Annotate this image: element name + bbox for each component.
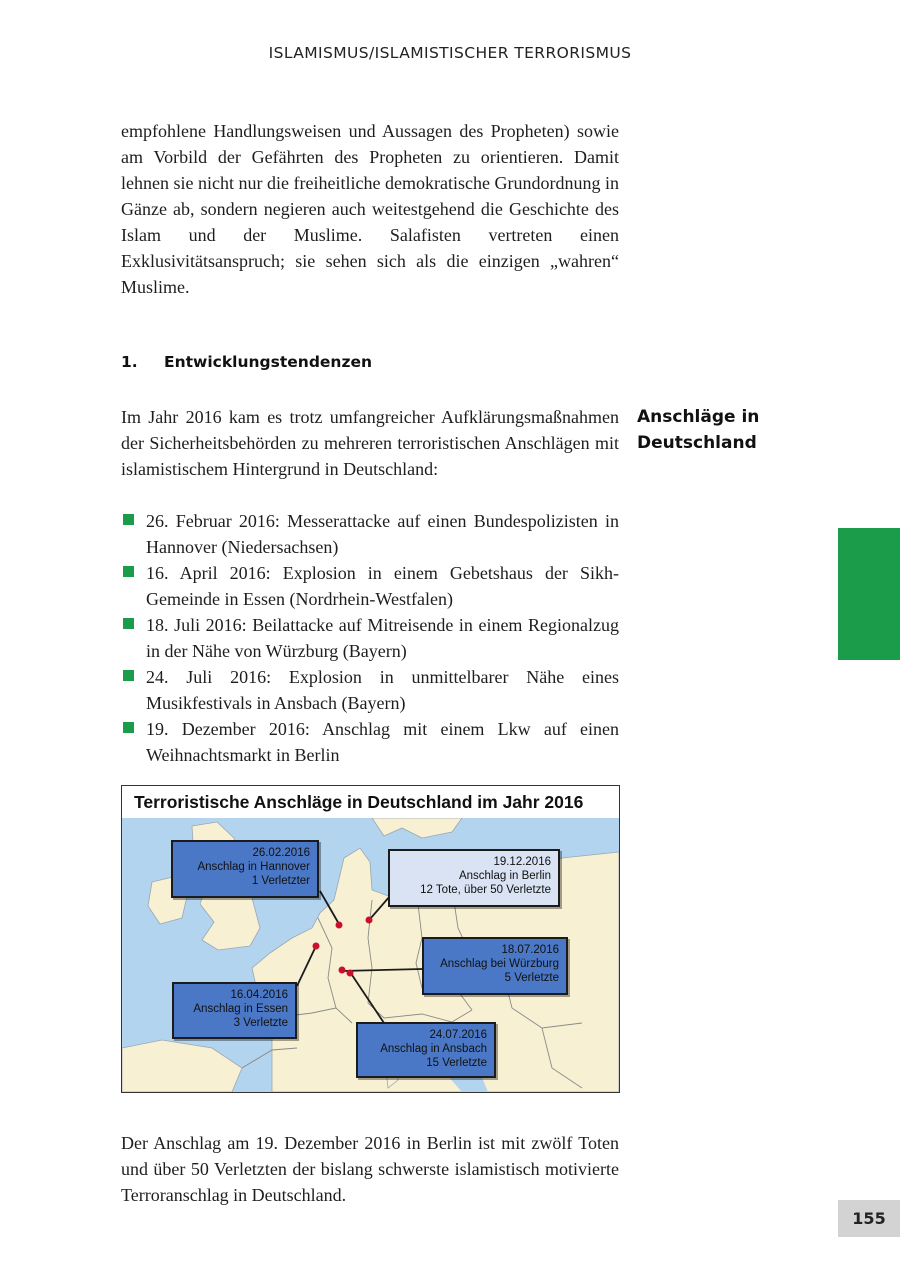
bullet-square-icon: [123, 618, 134, 629]
callout-date: 18.07.2016: [501, 944, 559, 956]
running-head: ISLAMISMUS/ISLAMISTISCHER TERRORISMUS: [268, 44, 632, 62]
callout-wuerzburg: [422, 937, 568, 995]
chapter-tab: [838, 528, 900, 660]
marker-berlin: [366, 917, 373, 924]
list-item: [121, 612, 619, 664]
section-number: 1.: [121, 353, 138, 371]
bullet-square-icon: [123, 514, 134, 525]
callout-casualties: 1 Verletzter: [251, 875, 310, 887]
callout-ansbach: [356, 1022, 496, 1078]
marginal-note: Anschläge in Deutschland: [637, 407, 760, 453]
callout-casualties: 15 Verletzte: [426, 1057, 487, 1069]
callout-hannover: [171, 840, 319, 898]
list-item-text: 16. April 2016: Explosion in einem Gebetshaus der Sikh-Gemeinde in Essen (Nordrhein-Westfalen): [146, 563, 619, 609]
callout-date: 24.07.2016: [429, 1029, 487, 1041]
callout-date: 26.02.2016: [252, 847, 310, 859]
marker-ansbach: [347, 970, 354, 977]
section-title: Entwicklungstendenzen: [164, 353, 373, 371]
list-item-text: 26. Februar 2016: Messerattacke auf einen Bundespolizisten in Hannover (Niedersachsen): [146, 511, 619, 557]
callout-casualties: 3 Verletzte: [233, 1017, 288, 1029]
bullet-square-icon: [123, 566, 134, 577]
callout-essen: [172, 982, 297, 1039]
bullet-square-icon: [123, 722, 134, 733]
list-item: [121, 716, 619, 768]
list-item: [121, 560, 619, 612]
marker-essen: [313, 943, 320, 950]
marker-wuerzburg: [339, 967, 346, 974]
map-figure: [121, 785, 620, 1093]
page-number: 155: [838, 1200, 900, 1237]
intro-paragraph: empfohlene Handlungsweisen und Aussagen des Propheten) sowie am Vorbild der Gefährten des Propheten zu orientieren. Damit lehnen sie nicht nur die freiheitliche demokratische Grundordnung in Gänze ab, sondern negieren auch weitestgehend die Geschichte des Islam und der Muslime. Salafisten vertreten einen Exklusivitätsanspruch; sie sehen sich als die einzigen „wahren“ Muslime.: [121, 121, 619, 297]
callout-casualties: 12 Tote, über 50 Verletzte: [420, 884, 551, 896]
lead-paragraph: Im Jahr 2016 kam es trotz umfangreicher Aufklärungsmaßnahmen der Sicherheitsbehörden zu mehreren terroristischen Anschlägen mit islamistischem Hintergrund in Deutschland:: [121, 407, 619, 479]
closing-paragraph: Der Anschlag am 19. Dezember 2016 in Berlin ist mit zwölf Toten und über 50 Verletzten der bislang schwerste islamistisch motivierte Terroranschlag in Deutschland.: [121, 1133, 619, 1205]
callout-date: 19.12.2016: [493, 856, 551, 868]
list-item-text: 24. Juli 2016: Explosion in unmittelbarer Nähe eines Musikfestivals in Ansbach (Bayern): [146, 667, 619, 713]
callout-place: Anschlag in Berlin: [458, 870, 551, 882]
marker-hannover: [336, 922, 343, 929]
map-title: Terroristische Anschläge in Deutschland im Jahr 2016: [122, 786, 619, 818]
attack-list: [121, 508, 619, 768]
section-heading: [121, 353, 372, 371]
callout-place: Anschlag in Hannover: [197, 861, 310, 873]
callout-date: 16.04.2016: [230, 989, 288, 1001]
bullet-square-icon: [123, 670, 134, 681]
list-item-text: 19. Dezember 2016: Anschlag mit einem Lkw auf einen Weihnachtsmarkt in Berlin: [146, 719, 619, 765]
callout-casualties: 5 Verletzte: [504, 972, 559, 984]
list-item-text: 18. Juli 2016: Beilattacke auf Mitreisende in einem Regionalzug in der Nähe von Würzburg (Bayern): [146, 615, 619, 661]
callout-place: Anschlag in Essen: [193, 1003, 288, 1015]
callout-place: Anschlag in Ansbach: [380, 1043, 487, 1055]
callout-place: Anschlag bei Würzburg: [440, 958, 559, 970]
list-item: [121, 664, 619, 716]
callout-berlin: [388, 849, 560, 907]
list-item: [121, 508, 619, 560]
